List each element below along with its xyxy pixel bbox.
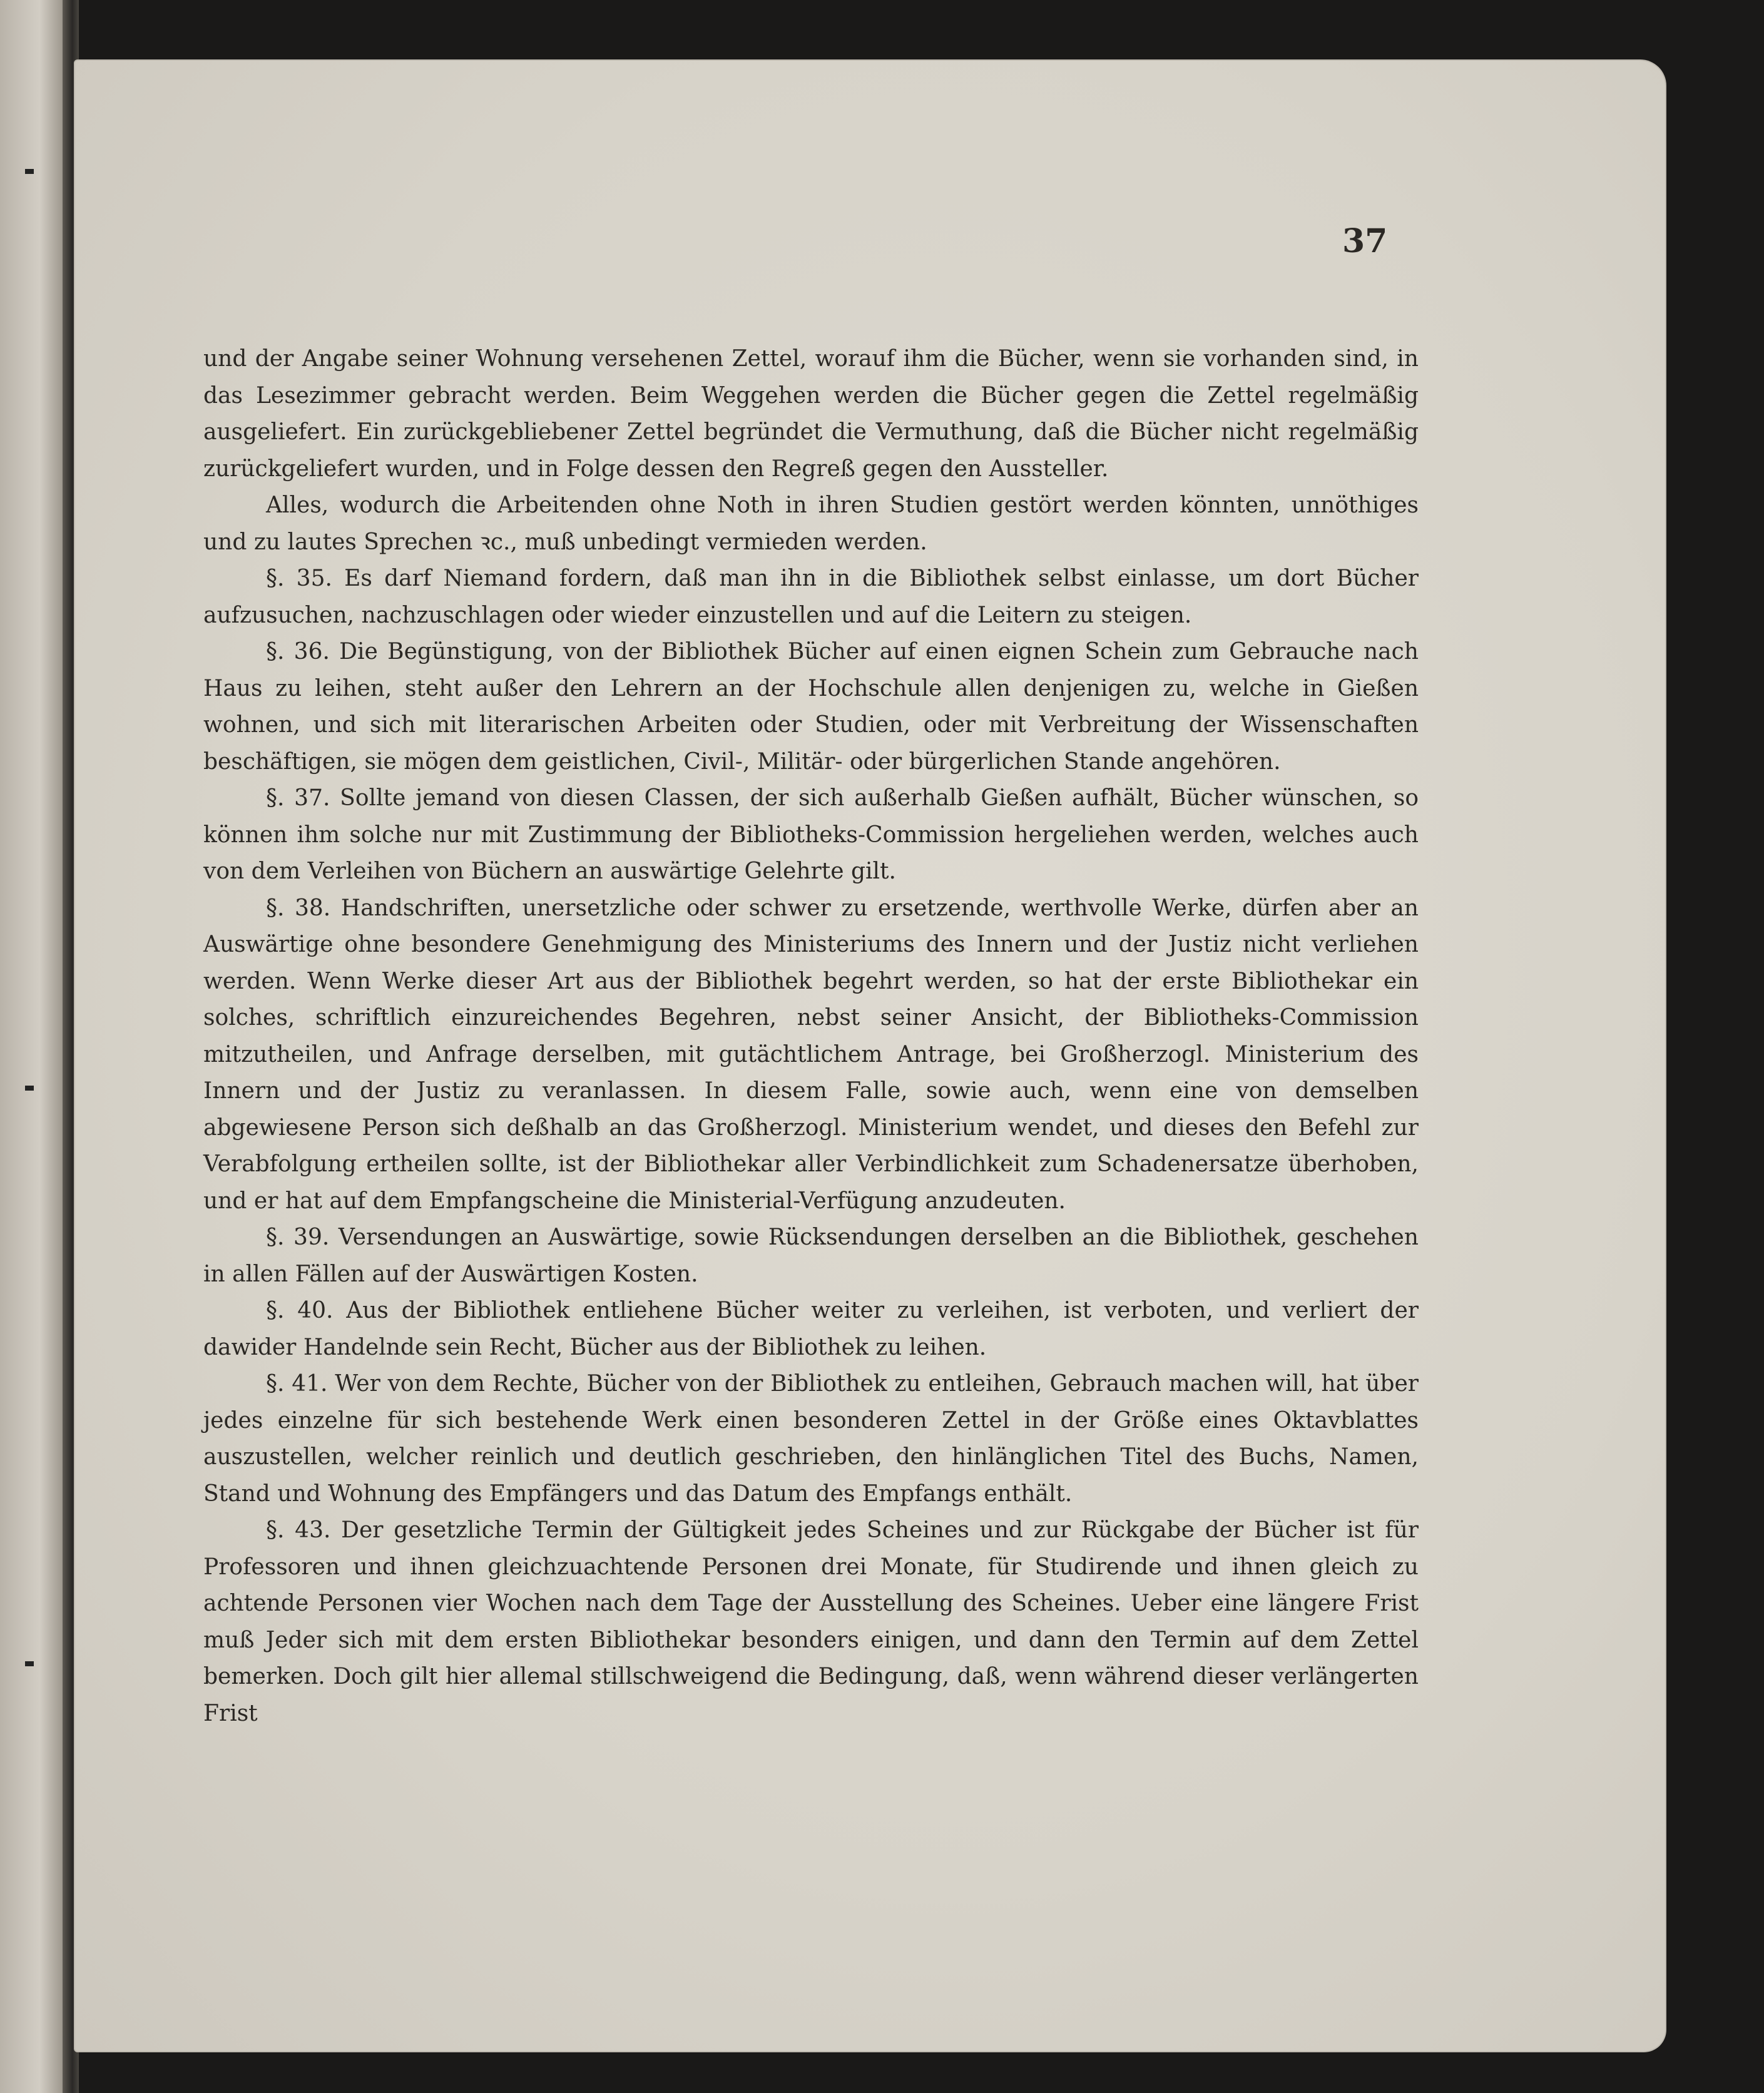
paragraph-section-37: §. 37. Sollte jemand von diesen Classen, der sich außerhalb Gießen aufhält, Bücher wünschen, so können ihm solche nur mit Zustimmung der Bibliotheks-Commission hergeliehen werden, welches auch von dem Verleihen von Büchern an auswärtige Gelehrte gilt. <box>203 785 1419 884</box>
paragraph-section-39: §. 39. Versendungen an Auswärtige, sowie Rücksendungen derselben an die Bibliothek, geschehen in allen Fällen auf der Auswärtigen Kosten. <box>203 1225 1419 1287</box>
page-number: 37 <box>1342 222 1388 260</box>
paragraph-alles: Alles, wodurch die Arbeitenden ohne Noth in ihren Studien gestört werden könnten, unnöthiges und zu lautes Sprechen ꝛc., muß unbedingt vermieden werden. <box>203 492 1419 555</box>
paragraph-section-41: §. 41. Wer von dem Rechte, Bücher von der Bibliothek zu entleihen, Gebrauch machen will, hat über jedes einzelne für sich bestehende Werk einen besonderen Zettel in der Größe eines Oktavblattes auszustellen, welcher reinlich und deutlich geschrieben, den hinlänglichen Titel des Buchs, Namen, Stand und Wohnung des Empfängers und das Datum des Empfangs enthält. <box>203 1371 1419 1507</box>
binding-mark <box>25 169 34 174</box>
paragraph-section-40: §. 40. Aus der Bibliothek entliehene Bücher weiter zu verleihen, ist verboten, und verliert der dawider Handelnde sein Recht, Bücher aus der Bibliothek zu leihen. <box>203 1298 1419 1360</box>
paragraph-section-35: §. 35. Es darf Niemand fordern, daß man ihn in die Bibliothek selbst einlasse, um dort Bücher aufzusuchen, nachzuschlagen oder wieder einzustellen und auf die Leitern zu steigen. <box>203 566 1419 628</box>
body-text <box>203 341 1419 1732</box>
binding-mark <box>25 1661 34 1666</box>
paragraph-section-38: §. 38. Handschriften, unersetzliche oder schwer zu ersetzende, werthvolle Werke, dürfen aber an Auswärtige ohne besondere Genehmigung des Ministeriums des Innern und der Justiz nicht verliehen werden. Wenn Werke dieser Art aus der Bibliothek begehrt werden, so hat der erste Bibliothekar ein solches, schriftlich einzureichendes Begehren, nebst seiner Ansicht, der Bibliotheks-Commission mitzutheilen, und Anfrage derselben, mit gutächtlichem Antrage, bei Großherzogl. Ministerium des Innern und der Justiz zu veranlassen. In diesem Falle, sowie auch, wenn eine von demselben abgewiesene Person sich deßhalb an das Großherzogl. Ministerium wendet, und dieses den Befehl zur Verabfolgung ertheilen sollte, ist der Bibliothekar aller Verbindlichkeit zum Schadenersatze überhoben, und er hat auf dem Empfangscheine die Ministerial-Verfügung anzudeuten. <box>203 895 1419 1214</box>
paragraph-section-43: §. 43. Der gesetzliche Termin der Gültigkeit jedes Scheines und zur Rückgabe der Bücher ist für Professoren und ihnen gleichzuachtende Personen drei Monate, für Studirende und ihnen gleich zu achtende Personen vier Wochen nach dem Tage der Ausstellung des Scheines. Ueber eine längere Frist muß Jeder sich mit dem ersten Bibliothekar besonders einigen, und dann den Termin auf dem Zettel bemerken. Doch gilt hier allemal stillschweigend die Bedingung, daß, wenn während dieser verlängerten Frist <box>203 1517 1419 1726</box>
facing-page-edge <box>0 0 72 2093</box>
binding-mark <box>25 1086 34 1091</box>
paragraph-section-36: §. 36. Die Begünstigung, von der Bibliothek Bücher auf einen eignen Schein zum Gebrauche nach Haus zu leihen, steht außer den Lehrern an der Hochschule allen denjenigen zu, welche in Gießen wohnen, und sich mit literarischen Arbeiten oder Studien, oder mit Verbreitung der Wissenschaften beschäftigen, sie mögen dem geistlichen, Civil-, Militär- oder bürgerlichen Stande angehören. <box>203 639 1419 775</box>
paragraph-continuation: und der Angabe seiner Wohnung versehenen Zettel, worauf ihm die Bücher, wenn sie vorhanden sind, in das Lesezimmer gebracht werden. Beim Weggehen werden die Bücher gegen die Zettel regelmäßig ausgeliefert. Ein zurückgebliebener Zettel begründet die Vermuthung, daß die Bücher nicht regelmäßig zurückgeliefert wurden, und in Folge dessen den Regreß gegen den Aussteller. <box>203 346 1419 482</box>
